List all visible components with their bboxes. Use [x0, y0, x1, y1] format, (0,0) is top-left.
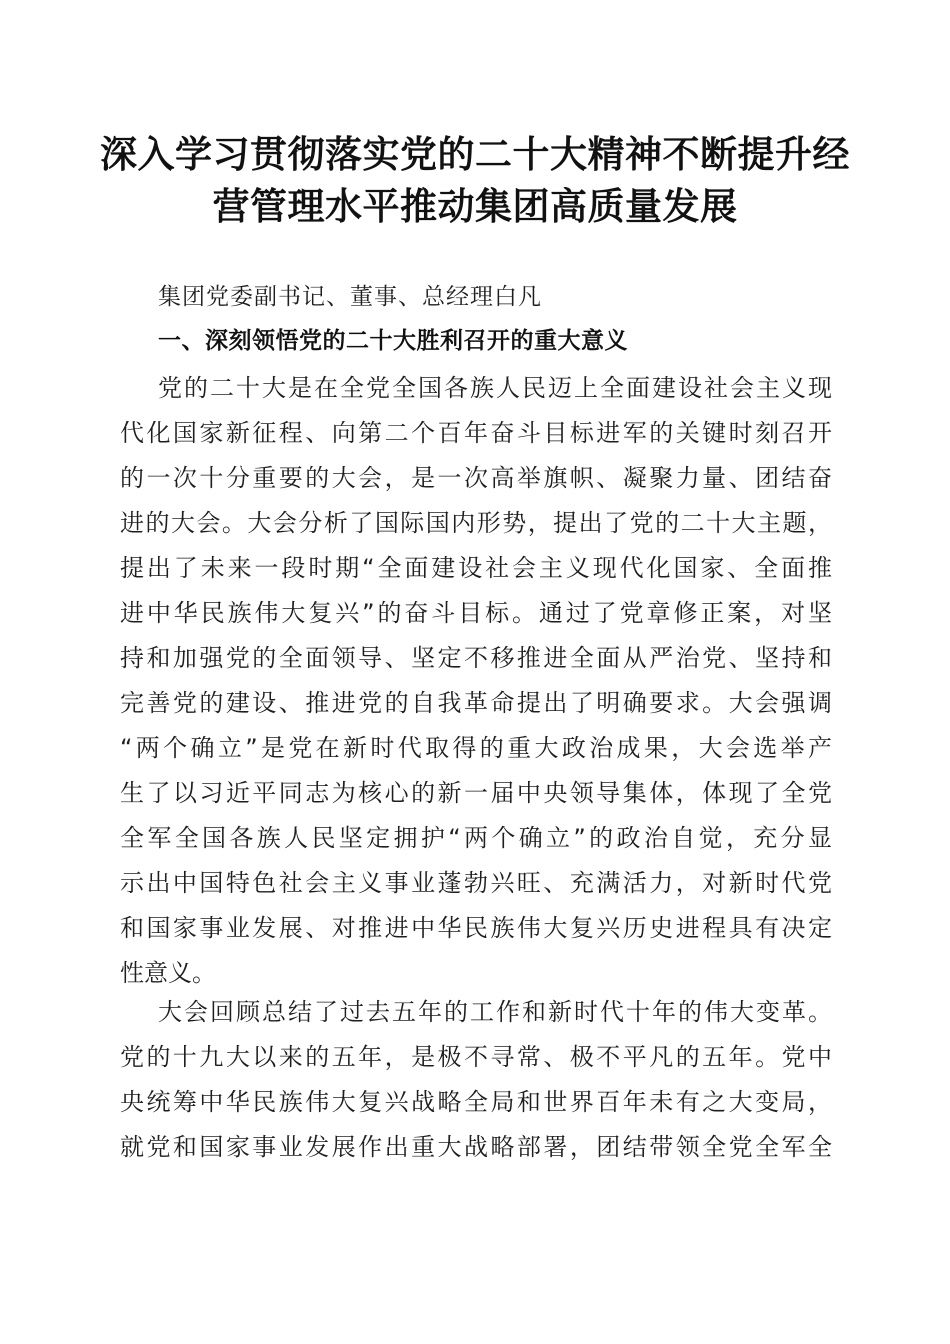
- paragraph-line: 的一次十分重要的大会，是一次高举旗帜、凝聚力量、团结奋: [120, 464, 832, 492]
- paragraph-line: 生了以习近平同志为核心的新一届中央领导集体，体现了全党: [120, 779, 832, 807]
- section-heading: 一、深刻领悟党的二十大胜利召开的重大意义: [158, 328, 628, 354]
- paragraph-line: 党的二十大是在全党全国各族人民迈上全面建设社会主义现: [158, 374, 832, 402]
- document-title: [100, 128, 850, 232]
- paragraph-1: [120, 366, 832, 996]
- paragraph-line: 进的大会。大会分析了国际国内形势，提出了党的二十大主题，: [120, 509, 832, 537]
- title-line: 深入学习贯彻落实党的二十大精神不断提升经: [100, 132, 850, 176]
- paragraph-line: 就党和国家事业发展作出重大战略部署，团结带领全党全军全: [120, 1133, 832, 1161]
- paragraph-line: 和国家事业发展、对推进中华民族伟大复兴历史进程具有决定: [120, 914, 832, 942]
- paragraph-line: 进中华民族伟大复兴”的奋斗目标。通过了党章修正案，对坚: [120, 599, 832, 627]
- paragraph-line: 持和加强党的全面领导、坚定不移推进全面从严治党、坚持和: [120, 644, 832, 672]
- paragraph-line: 大会回顾总结了过去五年的工作和新时代十年的伟大变革。: [158, 998, 832, 1026]
- paragraph-line: “两个确立”是党在新时代取得的重大政治成果，大会选举产: [120, 734, 832, 762]
- author-line: 集团党委副书记、董事、总经理白凡: [158, 284, 542, 310]
- paragraph-line: 示出中国特色社会主义事业蓬勃兴旺、充满活力，对新时代党: [120, 869, 832, 897]
- paragraph-line: 党的十九大以来的五年，是极不寻常、极不平凡的五年。党中: [120, 1043, 832, 1071]
- paragraph-line: 性意义。: [120, 959, 216, 987]
- paragraph-line: 完善党的建设、推进党的自我革命提出了明确要求。大会强调: [120, 689, 832, 717]
- paragraph-line: 全军全国各族人民坚定拥护“两个确立”的政治自觉，充分显: [120, 824, 832, 852]
- title-line: 营管理水平推动集团高质量发展: [212, 184, 738, 228]
- paragraph-2: [120, 990, 832, 1170]
- paragraph-line: 代化国家新征程、向第二个百年奋斗目标进军的关键时刻召开: [120, 419, 832, 447]
- paragraph-line: 央统筹中华民族伟大复兴战略全局和世界百年未有之大变局，: [120, 1088, 832, 1116]
- paragraph-line: 提出了未来一段时期“全面建设社会主义现代化国家、全面推: [120, 554, 832, 582]
